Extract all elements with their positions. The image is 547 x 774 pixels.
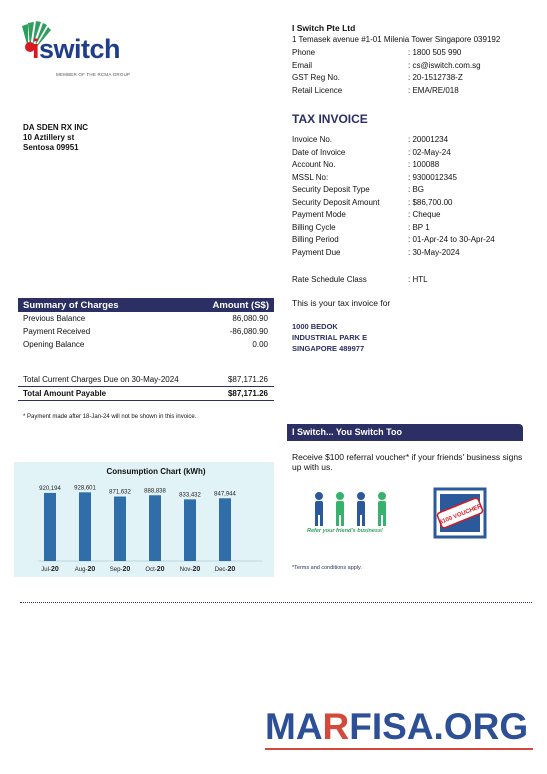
chart-tick-label: Nov-20 [179,566,201,573]
iswitch-logo [18,20,133,80]
logo-tagline: MEMBER OF THE RCMA GROUP [56,72,131,77]
invoice-row: Payment Due : 30-May-2024 [292,247,460,257]
invoice-row: Billing Period : 01-Apr-24 to 30-Apr-24 [292,235,495,244]
chart-value-label: 888,838 [144,488,166,495]
chart-value-label: 847,944 [214,491,236,498]
promo-text: Receive $100 referral voucher* if your friends' business signs up with us. [292,452,523,472]
watermark-underline [265,748,533,750]
current-charges-row: Total Current Charges Due on 30-May-2024 $87,171.26 [18,374,274,387]
company-email-row: Email : cs@iswitch.com.sg [292,60,481,70]
terms-note: *Terms and conditions apply. [292,565,362,571]
company-phone-row: Phone : 1800 505 990 [292,48,462,57]
rate-schedule-row: Rate Schedule Class : HTL [292,275,428,284]
chart-bar [44,493,56,561]
consumption-chart [14,462,274,577]
refer-label: Refer your friend's business! [307,528,383,534]
company-info [292,23,532,97]
promo-header: I Switch... You Switch Too [287,424,523,441]
invoice-row: Billing Cycle : BP 1 [292,222,430,232]
chart-bar [219,498,231,561]
total-payable-row: Total Amount Payable $87,171.26 [18,387,274,401]
marfisa-watermark: MARFISA.ORG [265,706,529,747]
summary-header: Summary of Charges Amount (S$) [18,298,274,312]
customer-address [23,123,88,153]
tax-invoice-title: TAX INVOICE [292,112,368,126]
chart-tick-label: Sep-20 [109,566,131,573]
invoice-row: Account No. : 100088 [292,160,440,169]
dotted-divider [20,602,532,603]
invoice-row: Security Deposit Amount : $86,700.00 [292,197,453,207]
invoice-row: Payment Mode : Cheque [292,210,441,219]
chart-value-label: 920,194 [39,485,61,492]
customer-city: Sentosa 09951 [23,143,79,152]
chart-bar [184,499,196,561]
chart-tick-label: Dec-20 [214,566,236,573]
chart-bar [149,495,161,561]
summary-row: Payment Received -86,080.90 [23,327,268,336]
chart-value-label: 833,432 [179,492,201,499]
chart-tick-label: Jul-20 [41,566,59,573]
chart-bar [79,492,91,561]
company-name: I Switch Pte Ltd [292,23,356,33]
invoice-details [292,134,495,259]
chart-value-label: 928,601 [74,485,96,492]
logo-wordmark: iswitch [32,34,121,64]
invoice-row: Date of Invoice : 02-May-24 [292,147,451,157]
company-licence-row: Retail Licence : EMA/RE/018 [292,85,459,95]
invoice-row: Invoice No. : 20001234 [292,135,449,144]
chart-tick-label: Aug-20 [74,566,96,573]
total-due-block [18,374,274,401]
payment-note: * Payment made after 18-Jan-24 will not be shown in this invoice. [23,414,197,420]
chart-tick-label: Oct-20 [145,566,165,573]
company-gst-row: GST Reg No. : 20-1512738-Z [292,73,463,82]
customer-street: 10 Aztillery st [23,133,75,142]
premises-address: 1000 BEDOK INDUSTRIAL PARK E SINGAPORE 489977 [292,322,368,353]
voucher-icon [432,487,488,539]
chart-bar [114,497,126,561]
chart-title: Consumption Chart (kWh) [106,467,206,476]
invoice-row: MSSL No: : 9300012345 [292,172,457,182]
company-address: 1 Temasek avenue #1-01 Milenia Tower Singapore 039192 [292,35,501,44]
summary-row: Opening Balance 0.00 [23,340,268,349]
tax-invoice-for: This is your tax invoice for [292,298,391,308]
invoice-row: Security Deposit Type : BG [292,185,425,194]
summary-row: Previous Balance 86,080.90 [23,314,268,323]
chart-value-label: 871,632 [109,489,131,496]
summary-of-charges [18,298,274,351]
voucher-label: $100 VOUCHER [438,503,483,527]
customer-name: DA SDEN RX INC [23,123,89,132]
consumption-chart-svg [14,462,274,577]
